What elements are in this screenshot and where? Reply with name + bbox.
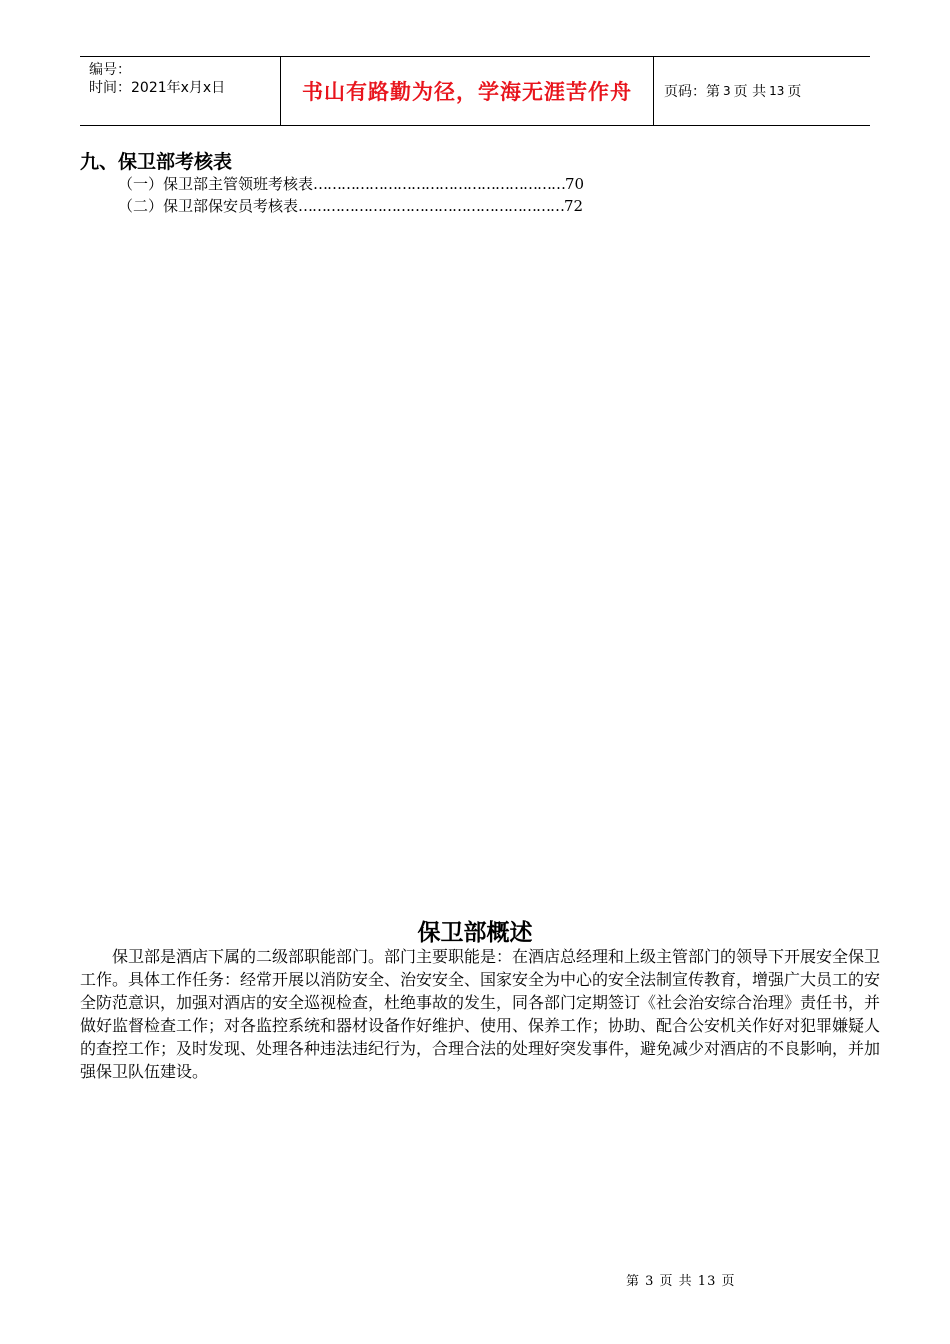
toc-item-text: （二）保卫部保安员考核表: [118, 197, 299, 215]
toc-item-page: 72: [564, 197, 584, 215]
toc-item-leader: ………………………………………………: [313, 175, 566, 193]
toc-item: [118, 174, 718, 194]
toc-item-text: （一）保卫部主管领班考核表: [118, 175, 314, 193]
toc-item-page: 70: [565, 175, 585, 193]
toc-item-leader: …………………………………………………: [298, 197, 565, 215]
page-prefix: 页码：第: [664, 84, 720, 100]
page-total: 13: [769, 84, 785, 98]
page-header: [80, 56, 870, 126]
overview-body: 保卫部是酒店下属的二级部职能部门。部门主要职能是：在酒店总经理和上级主管部门的领导下开展安全保卫工作。具体工作任务：经常开展以消防安全、治安安全、国家安全为中心的安全法制宣传教育，增强广大员工的安全防范意识，加强对酒店的安全巡视检查，杜绝事故的发生，同各部门定期签订《社会治安综合治理》责任书，并做好监督检查工作；对各监控系统和器材设备作好维护、使用、保养工作；协助、配合公安机关作好对犯罪嫌疑人的查控工作；及时发现、处理各种违法违纪行为，合理合法的处理好突发事件，避免减少对酒店的不良影响，并加强保卫队伍建设。: [80, 947, 881, 1081]
header-page-info: [654, 57, 870, 125]
page-suffix: 页: [787, 84, 802, 100]
header-motto: 书山有路勤为径，学海无涯苦作舟: [302, 80, 632, 104]
page-footer: 第 3 页 共 13 页: [626, 1274, 736, 1289]
time-label: 时间：2021年x月x日: [89, 80, 226, 96]
overview-title: 保卫部概述: [417, 920, 533, 946]
header-motto-cell: [280, 57, 654, 125]
toc-item: [118, 196, 718, 216]
serial-label: 编号：: [89, 62, 131, 78]
toc-section-title: 九、保卫部考核表: [80, 151, 233, 173]
header-meta: [80, 57, 280, 125]
page-number: 3: [723, 84, 731, 98]
page-mid: 页 共: [733, 84, 767, 100]
